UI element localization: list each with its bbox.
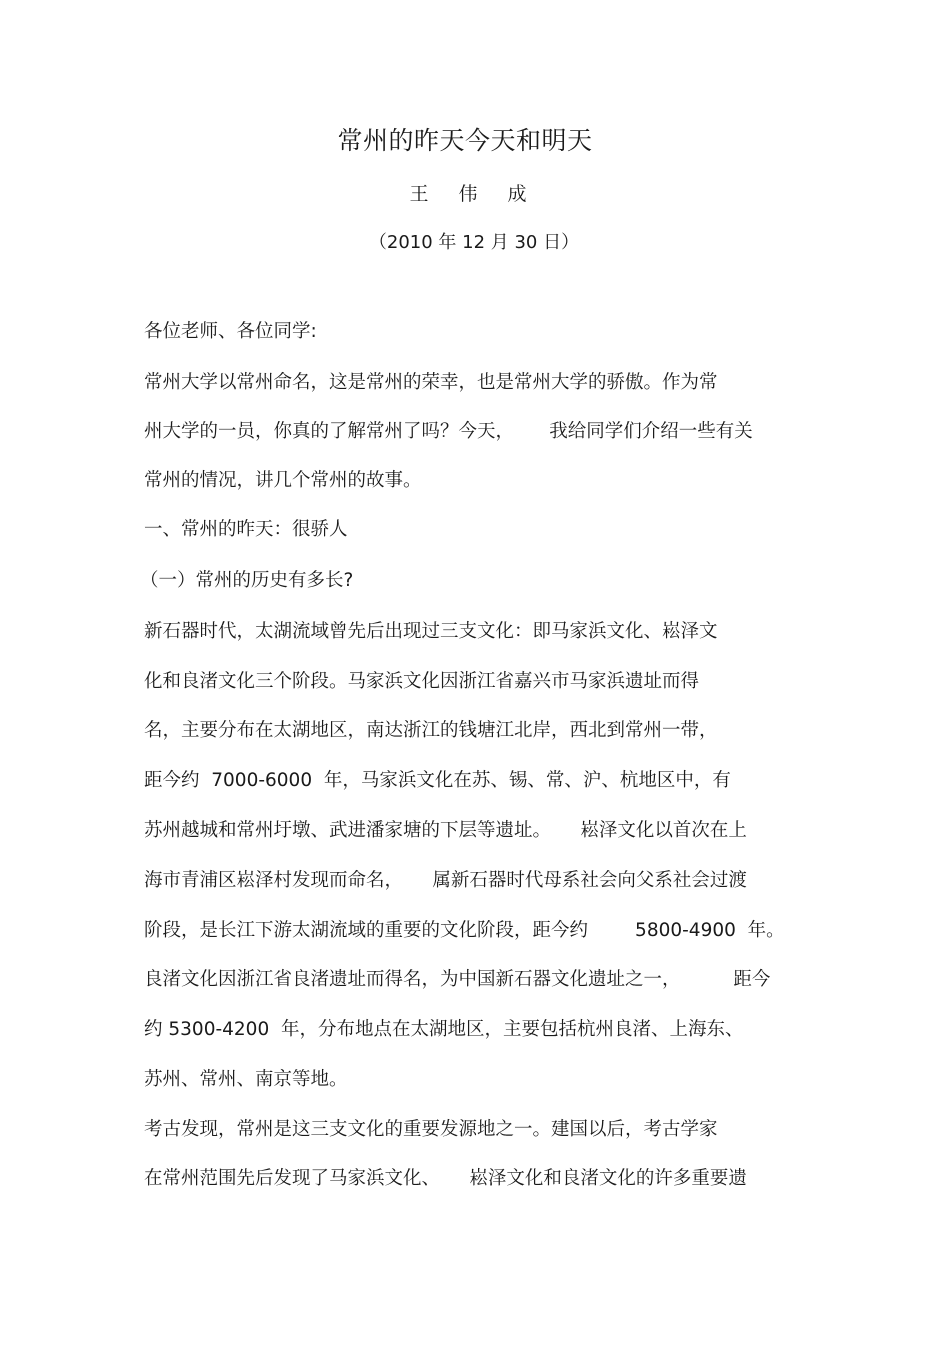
paragraph-line: 距今约 7000-6000 年，马家浜文化在苏、锡、常、沪、杭地区中，有 — [144, 770, 731, 791]
paragraph-line: 新石器时代，太湖流域曾先后出现过三支文化：即马家浜文化、崧泽文 — [144, 621, 718, 642]
paragraph-line: 良渚文化因浙江省良渚遗址而得名，为中国新石器文化遗址之一， 距今 — [144, 969, 771, 990]
document-author: 王 伟 成 — [409, 183, 539, 205]
paragraph-line: 苏州、常州、南京等地。 — [144, 1069, 348, 1090]
paragraph-line: 化和良渚文化三个阶段。马家浜文化因浙江省嘉兴市马家浜遗址而得 — [144, 671, 700, 692]
section-heading: 一、常州的昨天：很骄人 — [144, 519, 348, 540]
paragraph-line: 苏州越城和常州圩墩、武进潘家塘的下层等遗址。 崧泽文化以首次在上 — [144, 820, 747, 841]
paragraph-line: 海市青浦区崧泽村发现而命名， 属新石器时代母系社会向父系社会过渡 — [144, 870, 747, 891]
greeting-line: 各位老师、各位同学: — [144, 321, 317, 342]
paragraph-line: 常州的情况，讲几个常州的故事。 — [144, 470, 422, 491]
paragraph-line: 约 5300-4200 年，分布地点在太湖地区，主要包括杭州良渚、上海东、 — [144, 1019, 744, 1040]
paragraph-line: 常州大学以常州命名，这是常州的荣幸，也是常州大学的骄傲。作为常 — [144, 372, 718, 393]
paragraph-line: 阶段，是长江下游太湖流域的重要的文化阶段，距今约 5800-4900 年。 — [144, 920, 785, 941]
paragraph-line: 考古发现，常州是这三支文化的重要发源地之一。建国以后，考古学家 — [144, 1119, 718, 1140]
document-date: （2010 年 12 月 30 日） — [368, 232, 580, 253]
paragraph-line: 名，主要分布在太湖地区，南达浙江的钱塘江北岸，西北到常州一带， — [144, 720, 718, 741]
paragraph-line: 在常州范围先后发现了马家浜文化、 崧泽文化和良渚文化的许多重要遗 — [144, 1168, 747, 1189]
subsection-heading: （一）常州的历史有多长? — [140, 570, 354, 591]
document-title: 常州的昨天今天和明天 — [337, 126, 593, 155]
paragraph-line: 州大学的一员，你真的了解常州了吗？今天， 我给同学们介绍一些有关 — [144, 421, 753, 442]
